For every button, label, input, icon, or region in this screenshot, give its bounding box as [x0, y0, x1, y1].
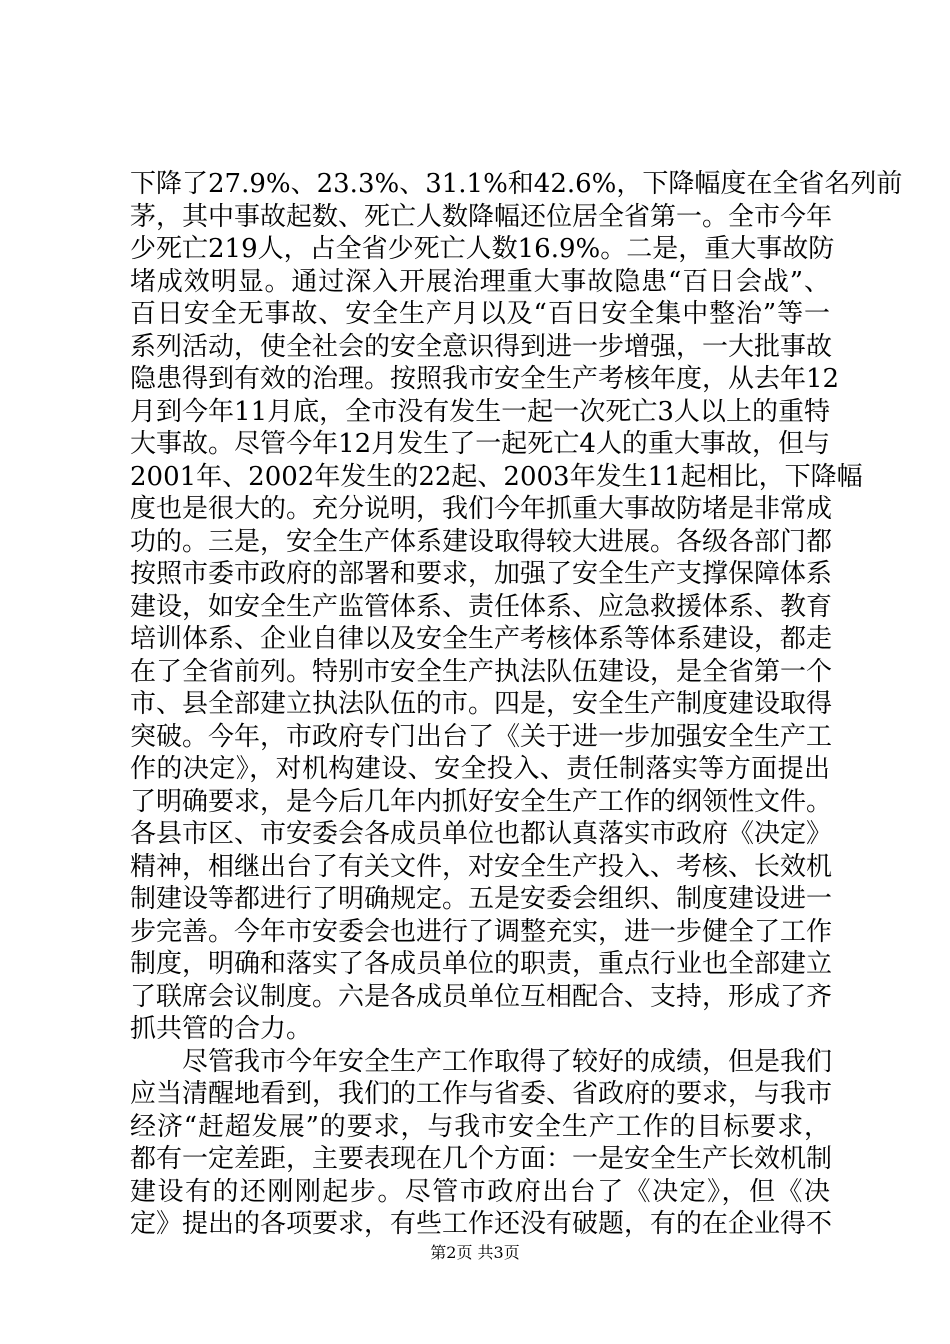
text-line: 制度，明确和落实了各成员单位的职责，重点行业也全部建立	[130, 949, 833, 979]
text-line: 突破。今年，市政府专门出台了《关于进一步加强安全生产工	[130, 721, 833, 752]
text-line: 系列活动，使全社会的安全意识得到进一步增强，一大批事故	[130, 331, 833, 362]
text-line: 月到今年11月底，全市没有发生一起一次死亡3人以上的重特	[130, 396, 830, 427]
text-line: 建设有的还刚刚起步。尽管市政府出台了《决定》，但《决	[130, 1176, 830, 1207]
text-line: 了联席会议制度。六是各成员单位互相配合、支持，形成了齐	[130, 981, 833, 1012]
text-line: 市、县全部建立执法队伍的市。四是，安全生产制度建设取得	[130, 689, 833, 719]
text-line: 隐患得到有效的治理。按照我市安全生产考核年度，从去年12	[130, 364, 840, 394]
text-line: 步完善。今年市安委会也进行了调整充实，进一步健全了工作	[130, 916, 833, 947]
text-line: 在了全省前列。特别市安全生产执法队伍建设，是全省第一个	[130, 656, 833, 687]
text-line: 2001年、2002年发生的22起、2003年发生11起相比，下降幅	[130, 461, 863, 492]
text-line: 培训体系、企业自律以及安全生产考核体系等体系建设，都走	[130, 624, 833, 654]
paragraph-end-line: 抓共管的合力。	[130, 1014, 313, 1044]
text-line: 定》提出的各项要求，有些工作还没有破题，有的在企业得不	[130, 1209, 833, 1239]
text-line: 经济“赶超发展”的要求，与我市安全生产工作的目标要求，	[130, 1111, 830, 1142]
paragraph-start-line: 尽管我市今年安全生产工作取得了较好的成绩，但是我们	[130, 1046, 833, 1077]
text-line: 功的。三是，安全生产体系建设取得较大进展。各级各部门都	[130, 526, 833, 557]
text-line: 了明确要求，是今后几年内抓好安全生产工作的纲领性文件。	[130, 786, 833, 817]
text-line: 茅，其中事故起数、死亡人数降幅还位居全省第一。全市今年	[130, 201, 833, 232]
text-line: 堵成效明显。通过深入开展治理重大事故隐患“百日会战”、	[130, 266, 830, 297]
text-line: 大事故。尽管今年12月发生了一起死亡4人的重大事故，但与	[130, 429, 830, 459]
page-number-footer: 第2页 共3页	[430, 1243, 520, 1262]
text-line: 少死亡219人，占全省少死亡人数16.9%。二是，重大事故防	[130, 234, 835, 264]
text-line: 都有一定差距，主要表现在几个方面：一是安全生产长效机制	[130, 1144, 833, 1174]
document-body	[130, 168, 903, 1241]
text-line: 应当清醒地看到，我们的工作与省委、省政府的要求，与我市	[130, 1079, 833, 1109]
text-line: 下降了27.9%、23.3%、31.1%和42.6%，下降幅度在全省名列前	[130, 169, 903, 199]
text-line: 度也是很大的。充分说明，我们今年抓重大事故防堵是非常成	[130, 494, 833, 524]
text-line: 精神，相继出台了有关文件，对安全生产投入、考核、长效机	[130, 851, 833, 882]
text-line: 各县市区、市安委会各成员单位也都认真落实市政府《决定》	[130, 819, 833, 849]
text-line: 作的决定》，对机构建设、安全投入、责任制落实等方面提出	[130, 754, 830, 784]
text-line: 百日安全无事故、安全生产月以及“百日安全集中整治”等一	[130, 299, 830, 329]
text-line: 制建设等都进行了明确规定。五是安委会组织、制度建设进一	[130, 884, 833, 914]
text-line: 按照市委市政府的部署和要求，加强了安全生产支撑保障体系	[130, 559, 833, 589]
text-line: 建设，如安全生产监管体系、责任体系、应急救援体系、教育	[130, 591, 833, 622]
